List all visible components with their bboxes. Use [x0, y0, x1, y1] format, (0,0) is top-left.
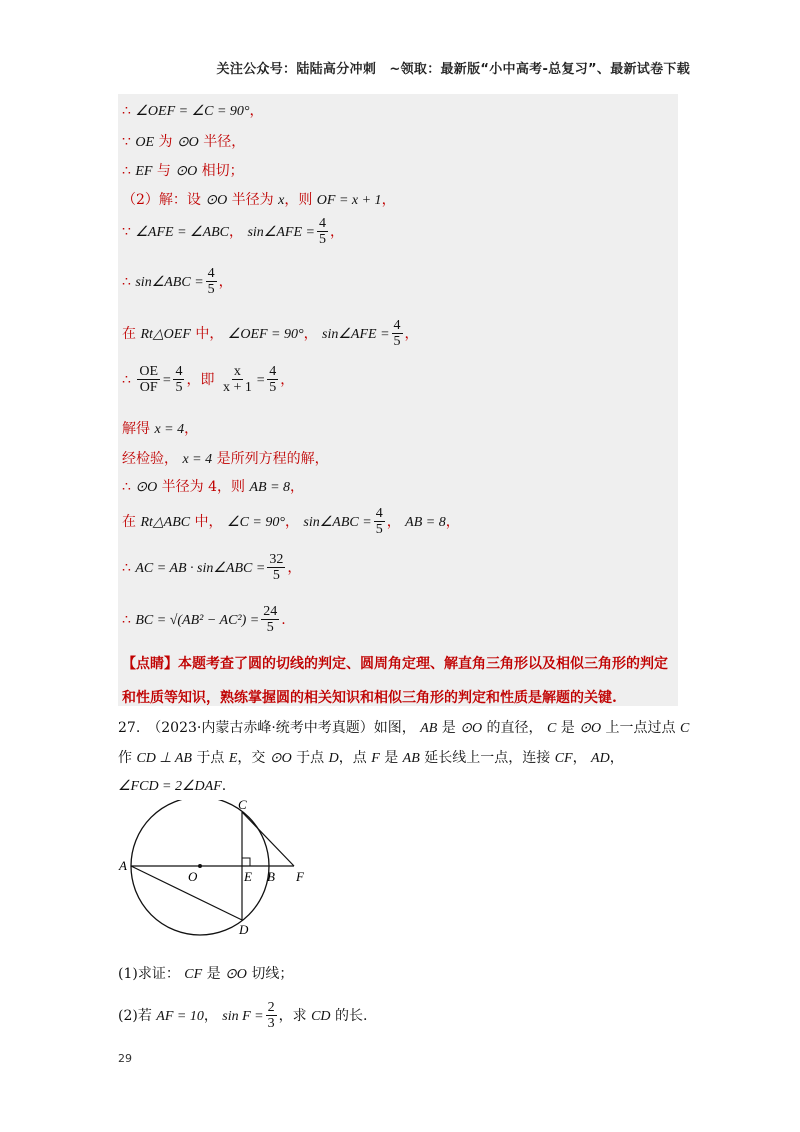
right-angle-mark [242, 858, 250, 866]
text: 相切； [197, 163, 244, 179]
math-expression: x = 4 [182, 452, 213, 467]
solution-line-5 [122, 216, 344, 248]
math-expression: ⊙O [135, 480, 158, 495]
text: 是所列方程的解， [212, 451, 329, 467]
math-expression: ∠AFE = ∠ABC [135, 224, 230, 240]
math-expression: ⊙O [460, 721, 483, 736]
label-c: C [238, 800, 247, 812]
text: ， [203, 1007, 223, 1024]
text: ， [386, 513, 406, 530]
math-expression: ⊙O [579, 721, 602, 736]
math-expression: EF [135, 164, 153, 179]
math-expression: F [371, 751, 380, 766]
math-expression: = [255, 372, 266, 388]
text: (1)求证： [118, 966, 185, 982]
therefore-symbol: ∴ [122, 479, 136, 495]
question-line-3 [118, 778, 226, 795]
text: ， [218, 273, 233, 290]
text: 的直径， [482, 720, 548, 736]
key-point-note: 【点睛】本题考查了圆的切线的判定、圆周角定理、解直角三角形以及相似三角形的判定和性质等知识，熟练掌握圆的相关知识和相似三角形的判定和性质是解题的关键. [122, 656, 668, 706]
sub-question-1 [118, 963, 293, 983]
solution-line-14 [122, 604, 286, 636]
text: . [221, 778, 227, 794]
math-expression: E [228, 751, 238, 766]
fraction: $\frac{4}{5}$ [375, 506, 383, 538]
text: ， [287, 559, 302, 576]
text: ，交 [237, 750, 270, 766]
text: 半径， [198, 134, 246, 150]
math-expression: AB [420, 721, 438, 736]
question-line-1 [118, 717, 689, 737]
text: (2)若 [118, 1007, 157, 1024]
math-expression: ⊙O [269, 751, 292, 766]
math-expression: x = 4 [154, 422, 185, 437]
fraction: $\frac{32}{5}$ [269, 552, 284, 584]
solution-line-6 [122, 266, 233, 298]
math-expression: BC = √(AB² − AC²) = [135, 612, 260, 628]
solution-line-13 [122, 552, 301, 584]
math-expression: ∠OEF = 90° [227, 326, 304, 342]
math-expression: AB = 8 [405, 514, 446, 530]
math-expression: AC = AB · sin∠ABC = [135, 560, 266, 576]
math-expression: OE [135, 135, 155, 150]
center-dot [198, 864, 202, 868]
therefore-symbol: ∴ [122, 611, 136, 628]
text: （2）解：设 [122, 192, 206, 208]
text: 中， [190, 325, 228, 342]
sub-question-2 [118, 1000, 367, 1032]
text: ， [184, 421, 199, 437]
text: ， [572, 750, 592, 766]
label-a: A [119, 858, 127, 873]
text: 是 [556, 720, 580, 736]
math-expression: ⊙O [175, 164, 198, 179]
math-expression: C [680, 721, 690, 736]
text: 27. （2023·内蒙古赤峰·统考中考真题）如图， [118, 720, 421, 736]
label-e: E [244, 869, 252, 884]
text: 切线； [246, 966, 294, 982]
text: 为 [154, 134, 177, 150]
math-expression: sin∠ABC = [135, 274, 204, 290]
text: ， [609, 750, 624, 766]
text: 是 [202, 966, 226, 982]
text: 中， [190, 513, 228, 530]
label-d: D [239, 922, 249, 937]
text: ， [303, 325, 323, 342]
fraction: $\frac{4}{5}$ [207, 266, 215, 298]
math-expression: CF [184, 967, 203, 982]
text: 的长. [330, 1007, 368, 1024]
text: 是 [379, 750, 403, 766]
text: 作 [118, 750, 137, 766]
text: 是 [437, 720, 461, 736]
solution-line-2 [122, 131, 245, 151]
solution-line-11 [122, 476, 304, 496]
text: 上一点过点 [601, 720, 681, 736]
text: ，则 [284, 192, 317, 208]
fraction: $\frac{4}{5}$ [175, 364, 183, 396]
math-expression: OF = x + 1 [316, 193, 382, 208]
page-header: 关注公众号：陆陆高分冲刺 ~领取：最新版“小中高考-总复习”、最新试卷下载 [216, 62, 690, 77]
math-expression: C [547, 721, 557, 736]
therefore-symbol: ∴ [122, 559, 136, 576]
because-symbol: ∵ [122, 223, 136, 240]
math-expression: = [162, 372, 172, 388]
text: ， [290, 479, 305, 495]
fraction: $\frac{4}{5}$ [393, 318, 401, 350]
solution-line-8 [122, 364, 294, 396]
therefore-symbol: ∴ [122, 163, 136, 179]
text: ，即 [186, 371, 219, 388]
math-expression: sin∠AFE = [322, 326, 390, 342]
text: 经检验， [122, 451, 183, 467]
math-expression: AB [402, 751, 420, 766]
text: ， [329, 223, 344, 240]
math-expression: CD ⊥ AB [136, 751, 192, 766]
text: 在 [122, 513, 141, 530]
fraction: $\frac{4}{5}$ [269, 364, 277, 396]
fraction: $\frac{24}{5}$ [263, 604, 278, 636]
solution-line-9 [122, 418, 198, 438]
geometry-figure [118, 800, 318, 940]
math-expression: ∠OEF = ∠C = 90° [135, 104, 250, 119]
text: ， [284, 513, 304, 530]
text: 在 [122, 325, 141, 342]
math-expression: sin∠ABC = [303, 514, 372, 530]
text: ， [229, 223, 248, 240]
text: 于点 [291, 750, 329, 766]
fraction: $\frac{x}{x + 1}$ [222, 364, 252, 396]
text: ， [249, 103, 264, 119]
label-o: O [188, 869, 198, 884]
because-symbol: ∵ [122, 134, 136, 150]
therefore-symbol: ∴ [122, 103, 136, 119]
label-f: F [296, 869, 304, 884]
solution-line-4 [122, 189, 396, 209]
question-line-2 [118, 747, 624, 767]
text: 解得 [122, 421, 155, 437]
math-expression: sin F = [222, 1008, 264, 1024]
solution-line-1 [122, 100, 264, 120]
text: 与 [152, 163, 176, 179]
text: 延长线上一点，连接 [419, 750, 555, 766]
math-expression: x [278, 193, 285, 208]
math-expression: Rt△OEF [140, 326, 191, 342]
therefore-symbol: ∴ [122, 273, 136, 290]
math-expression: ⊙O [176, 135, 199, 150]
text: ，求 [278, 1007, 312, 1024]
math-expression: AD [591, 751, 610, 766]
math-expression: AF = 10 [156, 1008, 204, 1024]
math-expression: Rt△ABC [140, 514, 191, 530]
fraction: $\frac{4}{5}$ [318, 216, 326, 248]
text: ， [445, 513, 460, 530]
math-expression: CF [554, 751, 573, 766]
math-expression: AB = 8 [249, 480, 291, 495]
text: ， [404, 325, 419, 342]
text: 于点 [191, 750, 229, 766]
text: ， [381, 192, 396, 208]
fraction: $\frac{OE}{OF}$ [139, 364, 159, 396]
math-expression: ∠FCD = 2∠DAF [118, 779, 222, 794]
therefore-symbol: ∴ [122, 371, 136, 388]
text: ，点 [338, 750, 372, 766]
label-b: B [267, 869, 275, 884]
text: 半径为 4，则 [157, 479, 250, 495]
solution-line-7 [122, 318, 419, 350]
text: . [281, 611, 286, 628]
math-expression: ⊙O [205, 193, 228, 208]
math-expression: sin∠AFE = [247, 224, 315, 240]
page-number: 29 [118, 1052, 132, 1065]
math-expression: ⊙O [225, 967, 247, 982]
solution-line-3 [122, 160, 244, 180]
solution-line-10 [122, 448, 329, 468]
math-expression: D [328, 751, 339, 766]
text: 半径为 [227, 192, 279, 208]
solution-line-12 [122, 506, 460, 538]
fraction: $\frac{2}{3}$ [267, 1000, 275, 1032]
text: ， [280, 371, 295, 388]
math-expression: ∠C = 90° [227, 514, 285, 530]
math-expression: CD [311, 1008, 331, 1024]
